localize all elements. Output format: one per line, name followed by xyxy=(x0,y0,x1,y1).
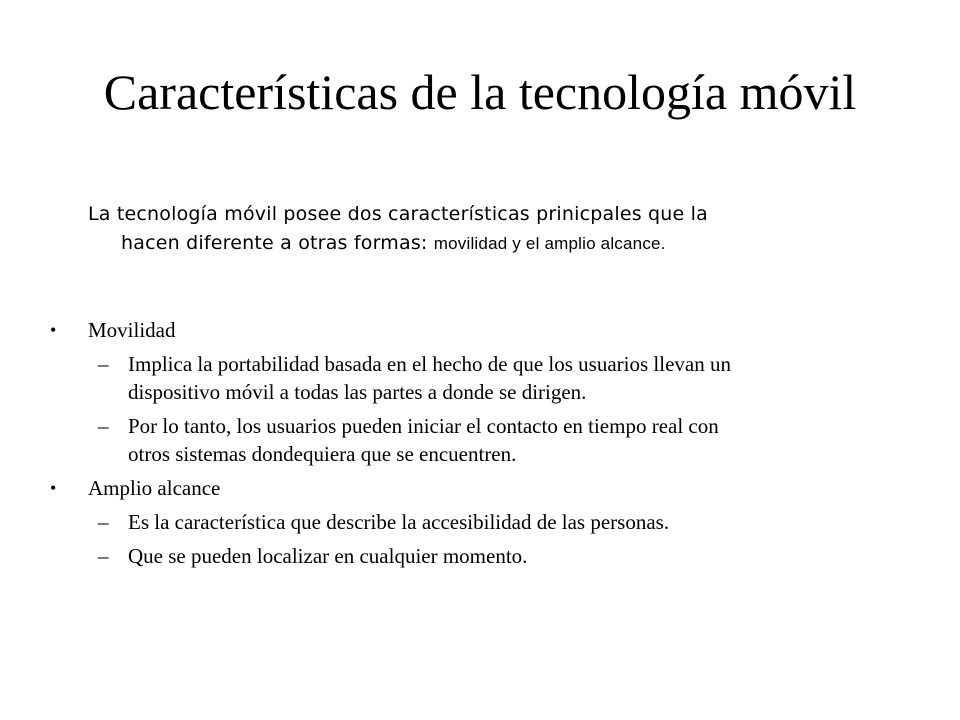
section-heading: Amplio alcance xyxy=(88,476,221,500)
sub-bullet-line-1: Por lo tanto, los usuarios pueden iniciar el contacto en tiempo real con xyxy=(128,414,719,438)
sub-bullet-line-2: otros sistemas dondequiera que se encuentren. xyxy=(128,442,517,466)
intro-line-1: La tecnología móvil posee dos características prinicpales que la xyxy=(88,203,709,225)
section-heading: Movilidad xyxy=(88,318,176,342)
section-movilidad xyxy=(48,316,918,468)
sub-bullet-item xyxy=(48,508,918,536)
sub-bullet-line-1: Que se pueden localizar en cualquier momento. xyxy=(128,544,528,568)
bullet-dot-icon: • xyxy=(50,478,57,498)
bullet-item xyxy=(48,474,918,502)
sub-bullet-item xyxy=(48,350,918,406)
intro-line-2-keywords: movilidad y el amplio alcance. xyxy=(433,234,666,253)
intro-line-2-main: hacen diferente a otras formas: xyxy=(121,232,434,254)
dash-icon: – xyxy=(98,352,109,376)
bullet-list xyxy=(48,316,918,576)
dash-icon: – xyxy=(98,414,109,438)
intro-paragraph xyxy=(88,200,888,258)
section-amplio-alcance xyxy=(48,474,918,570)
slide-title: Características de la tecnología móvil xyxy=(103,64,857,120)
sub-bullet-list xyxy=(48,508,918,570)
sub-bullet-line-2: dispositivo móvil a todas las partes a donde se dirigen. xyxy=(128,380,587,404)
sub-bullet-item xyxy=(48,542,918,570)
dash-icon: – xyxy=(98,544,109,568)
dash-icon: – xyxy=(98,510,109,534)
bullet-item xyxy=(48,316,918,344)
sub-bullet-line-1: Es la característica que describe la accesibilidad de las personas. xyxy=(128,510,670,534)
sub-bullet-line-1: Implica la portabilidad basada en el hecho de que los usuarios llevan un xyxy=(128,352,731,376)
bullet-dot-icon: • xyxy=(50,320,57,340)
intro-line-2 xyxy=(88,229,888,258)
sub-bullet-item xyxy=(48,412,918,468)
sub-bullet-list xyxy=(48,350,918,468)
